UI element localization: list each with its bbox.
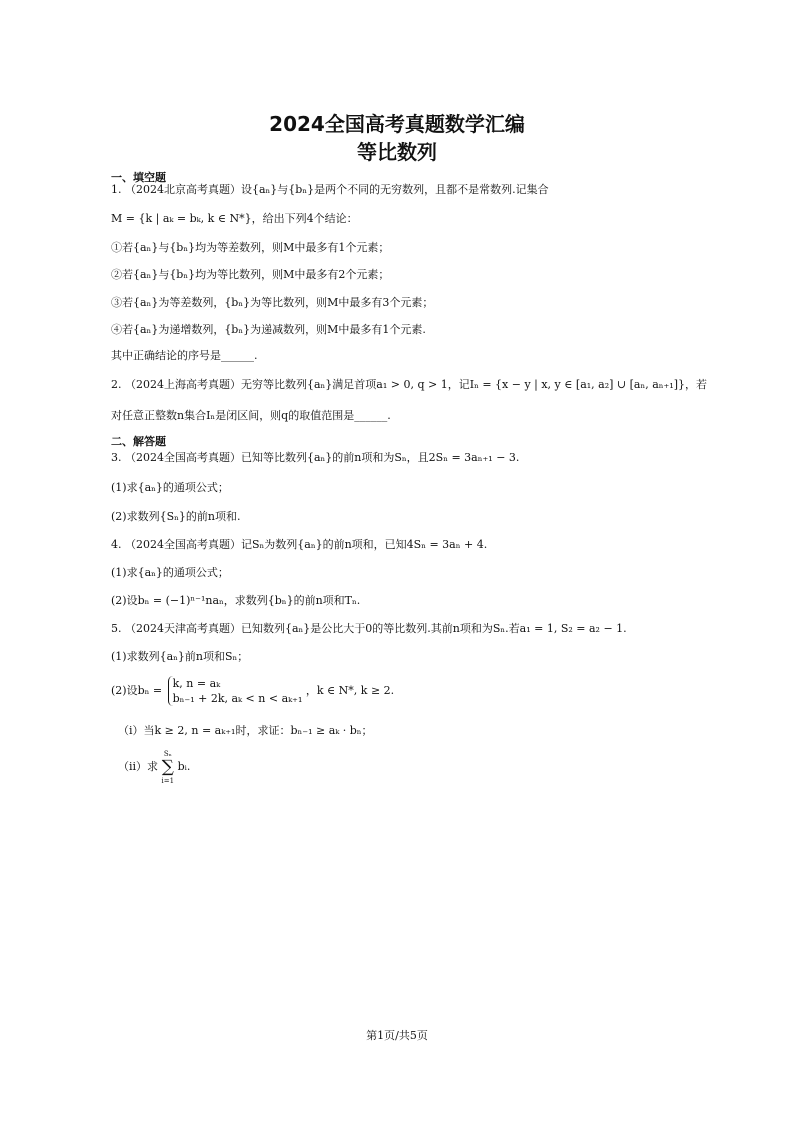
section-heading-fill-in: 一、填空题 [111,171,166,184]
summation-symbol [162,748,175,786]
summation-sign: ∑ [161,757,174,777]
subpart-ii-label: （ⅱ）求 [118,760,159,773]
summation-term: bᵢ. [177,760,191,773]
document-subtitle: 等比数列 [357,140,437,164]
piecewise-case-1: k, n = aₖ [172,677,221,690]
question-1-prompt: 其中正确结论的序号是______. [111,349,258,362]
question-1-set-definition: M = {k | aₖ = bₖ, k ∈ N*}，给出下列4个结论： [111,212,358,225]
question-1-text: 1. （2024北京高考真题）设{aₙ}与{bₙ}是两个不同的无穷数列，且都不是常数列.记集合 [111,183,549,196]
question-1-statement-3: ③若{aₙ}为等差数列，{bₙ}为等比数列，则M中最多有3个元素； [111,296,434,309]
question-3-text: 3. （2024全国高考真题）已知等比数列{aₙ}的前n项和为Sₙ，且2Sₙ = 3aₙ₊₁ − 3. [111,451,520,464]
question-5-part-2 [111,676,394,706]
question-1-statement-1: ①若{aₙ}与{bₙ}均为等差数列，则M中最多有1个元素； [111,241,390,254]
summation-upper: Sₙ [163,750,172,758]
piecewise-condition: ，k ∈ N*, k ≥ 2. [305,684,395,697]
question-1-statement-4: ④若{aₙ}为递增数列，{bₙ}为递减数列，则M中最多有1个元素. [111,323,426,336]
question-1-statement-2: ②若{aₙ}与{bₙ}均为等比数列，则M中最多有2个元素； [111,268,390,281]
piecewise-case-2: bₙ₋₁ + 2k, aₖ < n < aₖ₊₁ [172,692,303,705]
question-4-text: 4. （2024全国高考真题）记Sₙ为数列{aₙ}的前n项和，已知4Sₙ = 3aₙ + 4. [111,538,488,551]
question-4-part-2: (2)设bₙ = (−1)ⁿ⁻¹naₙ，求数列{bₙ}的前n项和Tₙ. [111,594,361,607]
question-5-part-1: (1)求数列{aₙ}前n项和Sₙ； [111,650,249,663]
question-3-part-1: (1)求{aₙ}的通项公式； [111,481,229,494]
question-4-part-1: (1)求{aₙ}的通项公式； [111,566,229,579]
question-5-text: 5. （2024天津高考真题）已知数列{aₙ}是公比大于0的等比数列.其前n项和为Sₙ.若a₁ = 1, S₂ = a₂ − 1. [111,622,627,635]
summation-lower: i=1 [161,777,175,785]
question-3-part-2: (2)求数列{Sₙ}的前n项和. [111,510,241,523]
piecewise-cases [168,676,303,706]
question-2-text: 2. （2024上海高考真题）无穷等比数列{aₙ}满足首项a₁ > 0, q > 1，记Iₙ = {x − y | x, y ∈ [a₁, a₂] ∪ [aₙ, aₙ₊₁]}，若 [111,378,708,391]
document-title: 2024全国高考真题数学汇编 [269,112,525,136]
question-5-subpart-ii [118,748,190,786]
piecewise-lhs: (2)设bₙ = [111,684,163,697]
question-5-subpart-i: （ⅰ）当k ≥ 2, n = aₖ₊₁时，求证：bₙ₋₁ ≥ aₖ · bₙ； [118,724,373,737]
question-2-prompt: 对任意正整数n集合Iₙ是闭区间，则q的取值范围是______. [111,409,391,422]
page-footer: 第1页/共5页 [366,1029,428,1042]
section-heading-solve: 二、解答题 [111,435,166,448]
